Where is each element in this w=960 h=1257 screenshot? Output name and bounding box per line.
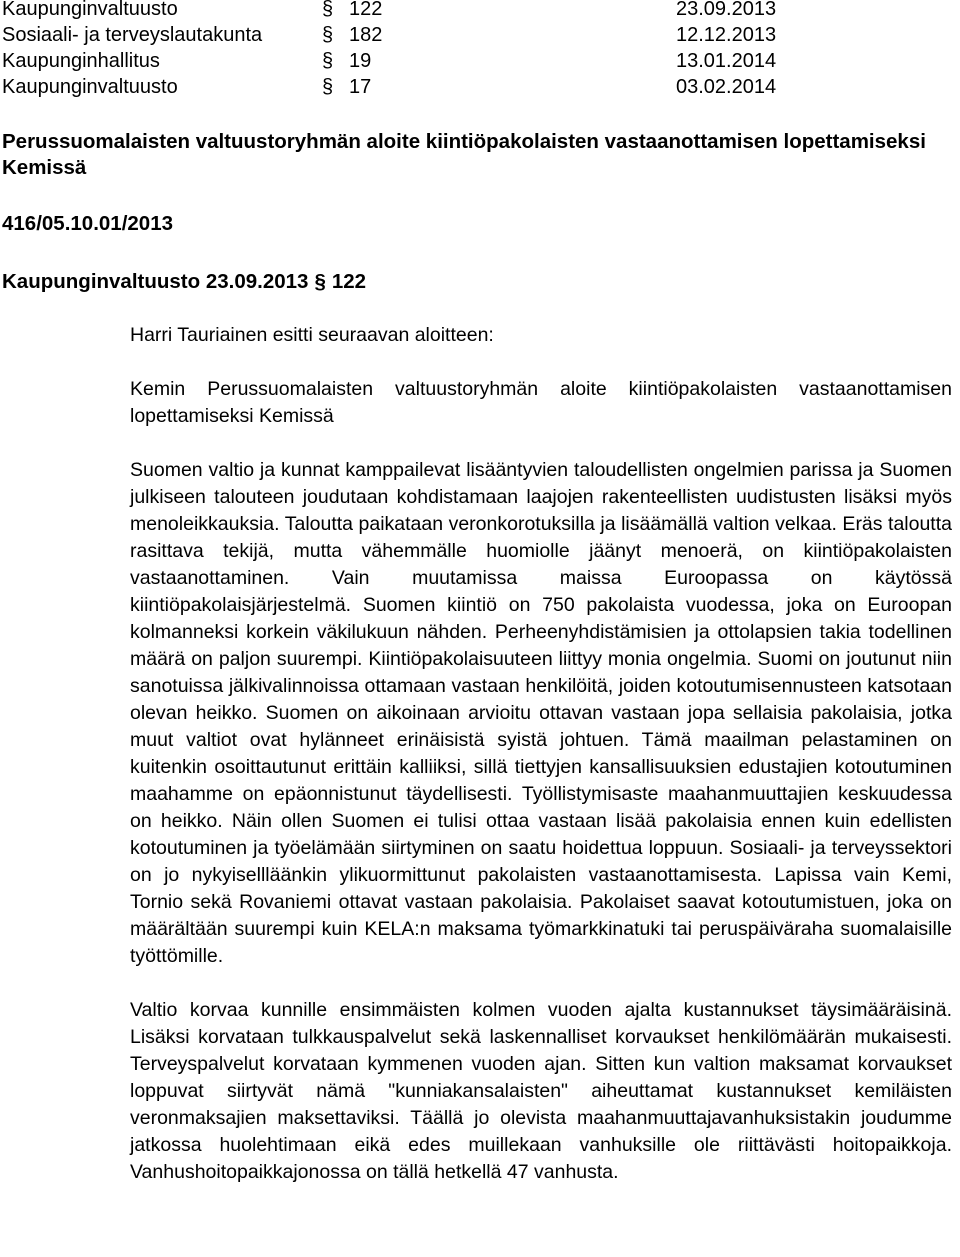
- history-date: 13.01.2014: [676, 50, 777, 72]
- history-row: [0, 22, 960, 48]
- history-date: 23.09.2013: [676, 0, 777, 20]
- history-number: 17: [349, 76, 372, 98]
- history-row: [0, 48, 960, 74]
- body-paragraph: Suomen valtio ja kunnat kamppailevat lisääntyvien taloudellisten ongelmien parissa ja Suomen julkiseen talouteen joudutaan kohdistamaan laajojen rakenteellisten uudistusten lisäksi myös menoleikkauksia. Taloutta paikataan veronkorotuksilla ja lisäämällä valtion velkaa. Eräs taloutta rasittava tekijä, mutta vähemmälle huomiolle jäänyt menoerä, on kiintiöpakolaisten vastaanottaminen. Vain muutamissa maissa Euroopassa on käytössä kiintiöpakolaisjärjestelmä. Suomen kiintiö on 750 pakolaista vuodessa, joka on Euroopan kolmanneksi korkein väkilukuun nähden. Perheenyhdistämisien ja ottolapsien takia todellinen määrä on paljon suurempi. Kiintiöpakolaisuuteen liittyy monia ongelmia. Suomi on joutunut niin sanotuissa jälkivalinnoissa ottamaan vastaan henkilöitä, joiden kotoutumisennusteen katsotaan olevan heikko. Suomen on aikoinaan arvioitu ottavan vastaan jopa sellaisia pakolaisia, jotka muut valtiot ovat hylänneet erinäisistä syistä johtuen. Tämä maailman pelastaminen on kuitenkin osoittautunut erittäin kalliiksi, sillä tiettyjen kansallisuuksien edustajien kotoutuminen maahamme on epäonnistunut täydellisesti. Työllistymisaste maahanmuuttajien keskuudessa on heikko. Näin ollen Suomen ei tulisi ottaa vastaan lisää pakolaisia ennen kuin edellisten kotoutuminen ja työelämään siirtyminen on saatu hoidettua loppuun. Sosiaali- ja terveyssektori on jo nykyisellläänkin ylikuormittunut pakolaisten vastaanottamisesta. Lapissa vain Kemi, Tornio sekä Rovaniemi ottavat vastaan pakolaisia. Pakolaiset saavat kotoutumistuen, joka on määrältään suurempi kuin KELA:n maksama työmarkkinatuki tai peruspäiväraha suomalaisille työttömille.: [130, 459, 952, 967]
- section-sign: §: [314, 270, 326, 293]
- document-body: [130, 322, 952, 1186]
- history-number: 182: [349, 24, 383, 46]
- section-sign: §: [322, 50, 334, 72]
- history-body: Kaupunginhallitus: [2, 50, 160, 72]
- history-body: Kaupunginvaltuusto: [2, 76, 178, 98]
- meeting-section-number: 122: [331, 270, 367, 293]
- meeting-body-date: Kaupunginvaltuusto 23.09.2013: [2, 270, 309, 293]
- history-number: 19: [349, 50, 372, 72]
- history-date: 03.02.2014: [676, 76, 777, 98]
- body-paragraph: Valtio korvaa kunnille ensimmäisten kolmen vuoden ajalta kustannukset täysimääräisinä. Lisäksi korvataan tulkkauspalvelut sekä laskennalliset korvaukset henkilömäärän mukaisesti. Terveyspalvelut korvataan kymmenen vuoden ajan. Sitten kun valtion maksamat korvaukset loppuvat siirtyvät nämä "kunniakansalaisten" aiheuttamat kustannukset kemiläisten veronmaksajien maksettaviksi. Täällä jo olevista maahanmuuttajavanhuksistakin joudumme jatkossa huolehtimaan eikä edes muillekaan vanhuksille ole riittävästi hoitopaikkoja. Vanhushoitopaikkajonossa on tällä hetkellä 47 vanhusta.: [130, 999, 952, 1183]
- section-sign: §: [322, 24, 334, 46]
- section-sign: §: [322, 76, 334, 98]
- history-number: 122: [349, 0, 383, 20]
- history-body: Sosiaali- ja terveyslautakunta: [2, 24, 263, 46]
- initiative-title-paragraph: Kemin Perussuomalaisten valtuustoryhmän aloite kiintiöpakolaisten vastaanottamisen lopettamiseksi Kemissä: [130, 378, 952, 427]
- document-title: Perussuomalaisten valtuustoryhmän aloite kiintiöpakolaisten vastaanottamisen lopettamiseksi Kemissä: [2, 130, 926, 179]
- history-row: [0, 0, 960, 22]
- meeting-reference: [2, 269, 366, 295]
- case-number: 416/05.10.01/2013: [2, 212, 173, 235]
- history-row: [0, 74, 960, 100]
- history-body: Kaupunginvaltuusto: [2, 0, 178, 20]
- history-date: 12.12.2013: [676, 24, 777, 46]
- section-sign: §: [322, 0, 334, 20]
- intro-paragraph: Harri Tauriainen esitti seuraavan aloitteen:: [130, 324, 494, 346]
